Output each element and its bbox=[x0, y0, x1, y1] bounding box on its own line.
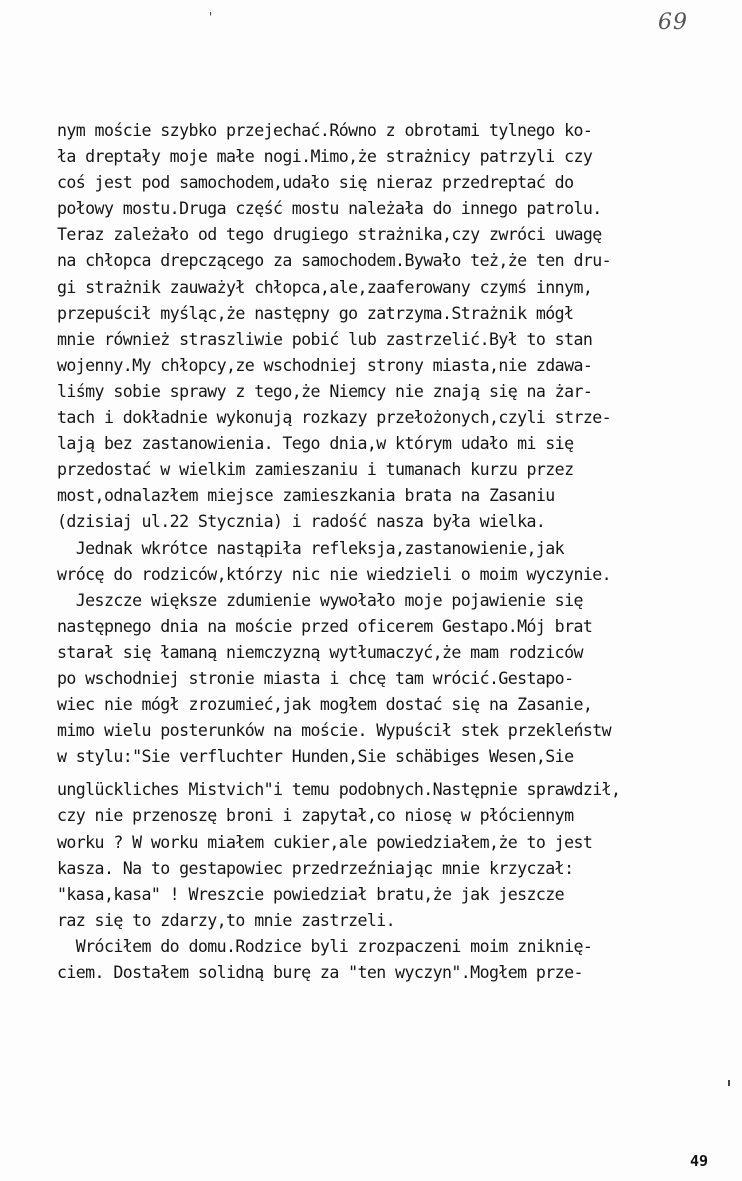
text-line: przepuścił myśląc,że następny go zatrzyma.Strażnik mógł bbox=[57, 303, 574, 323]
text-line: mnie również straszliwie pobić lub zastrzelić.Był to stan bbox=[57, 329, 593, 349]
text-line: po wschodniej stronie miasta i chcę tam wrócić.Gestapo- bbox=[57, 668, 574, 688]
text-line: czy nie przenoszę broni i zapytał,co niosę w płóciennym bbox=[57, 806, 574, 826]
text-line: nym moście szybko przejechać.Równo z obrotami tylnego ko- bbox=[57, 121, 593, 140]
text-line: worku ? W worku miałem cukier,ale powiedziałem,że to jest bbox=[57, 832, 593, 852]
text-line: raz się to zdarzy,to mnie zastrzeli. bbox=[57, 910, 396, 930]
text-line: Wróciłem do domu.Rodzice byli zrozpaczeni moim zniknię- bbox=[57, 936, 593, 956]
text-line: na chłopca drepczącego za samochodem.Bywało też,że ten dru- bbox=[57, 251, 612, 271]
text-line: wiec nie mógł zrozumieć,jak mogłem dostać się na Zasanie, bbox=[57, 695, 593, 715]
text-line: liśmy sobie sprawy z tego,że Niemcy nie znają się na żar- bbox=[57, 381, 593, 401]
body-text bbox=[57, 118, 697, 986]
handwritten-page-number: 69 bbox=[658, 10, 688, 35]
text-line: mimo wielu posterunków na moście. Wypuścił stek przekleństw bbox=[57, 721, 612, 741]
text-line: następnego dnia na moście przed oficerem Gestapo.Mój brat bbox=[57, 616, 593, 636]
scan-speck bbox=[728, 1080, 730, 1086]
text-line: Teraz zależało od tego drugiego strażnika,czy zwróci uwagę bbox=[57, 225, 602, 245]
corner-page-number: 49 bbox=[690, 1152, 709, 1170]
text-line: Jednak wkrótce nastąpiła refleksja,zastanowienie,jak bbox=[57, 538, 565, 558]
text-line: ciem. Dostałem solidną burę za "ten wyczyn".Mogłem prze- bbox=[57, 963, 583, 982]
text-line: tach i dokładnie wykonują rozkazy przełożonych,czyli strze- bbox=[57, 408, 612, 428]
text-line: kasza. Na to gestapowiec przedrzeźniając mnie krzyczał: bbox=[57, 858, 574, 878]
text-line: unglückliches Mistvich"i temu podobnych.Następnie sprawdził, bbox=[57, 780, 621, 800]
text-line: ła dreptały moje małe nogi.Mimo,że strażnicy patrzyli czy bbox=[57, 147, 593, 167]
text-line: wojenny.My chłopcy,ze wschodniej strony miasta,nie zdawa- bbox=[57, 355, 593, 375]
text-line: w stylu:"Sie verfluchter Hunden,Sie schäbiges Wesen,Sie bbox=[57, 747, 574, 767]
text-line: (dzisiaj ul.22 Stycznia) i radość nasza była wielka. bbox=[57, 512, 546, 532]
text-line: Jeszcze większe zdumienie wywołało moje pojawienie się bbox=[57, 590, 583, 610]
text-line: gi strażnik zauważył chłopca,ale,zaaferowany czymś innym, bbox=[57, 277, 593, 297]
text-line: most,odnalazłem miejsce zamieszkania brata na Zasaniu bbox=[57, 486, 555, 506]
text-line: lają bez zastanowienia. Tego dnia,w którym udało mi się bbox=[57, 434, 574, 454]
text-line: połowy mostu.Druga część mostu należała do innego patrolu. bbox=[57, 199, 602, 219]
text-line: przedostać w wielkim zamieszaniu i tumanach kurzu przez bbox=[57, 460, 574, 480]
text-line: "kasa,kasa" ! Wreszcie powiedział bratu,że jak jeszcze bbox=[57, 884, 565, 904]
top-mark: ' bbox=[207, 10, 215, 24]
text-line: wrócę do rodziców,którzy nic nie wiedzieli o moim wyczynie. bbox=[57, 564, 612, 584]
text-line: starał się łamaną niemczyzną wytłumaczyć,że mam rodziców bbox=[57, 642, 583, 662]
text-line: coś jest pod samochodem,udało się nieraz przedreptać do bbox=[57, 173, 574, 193]
